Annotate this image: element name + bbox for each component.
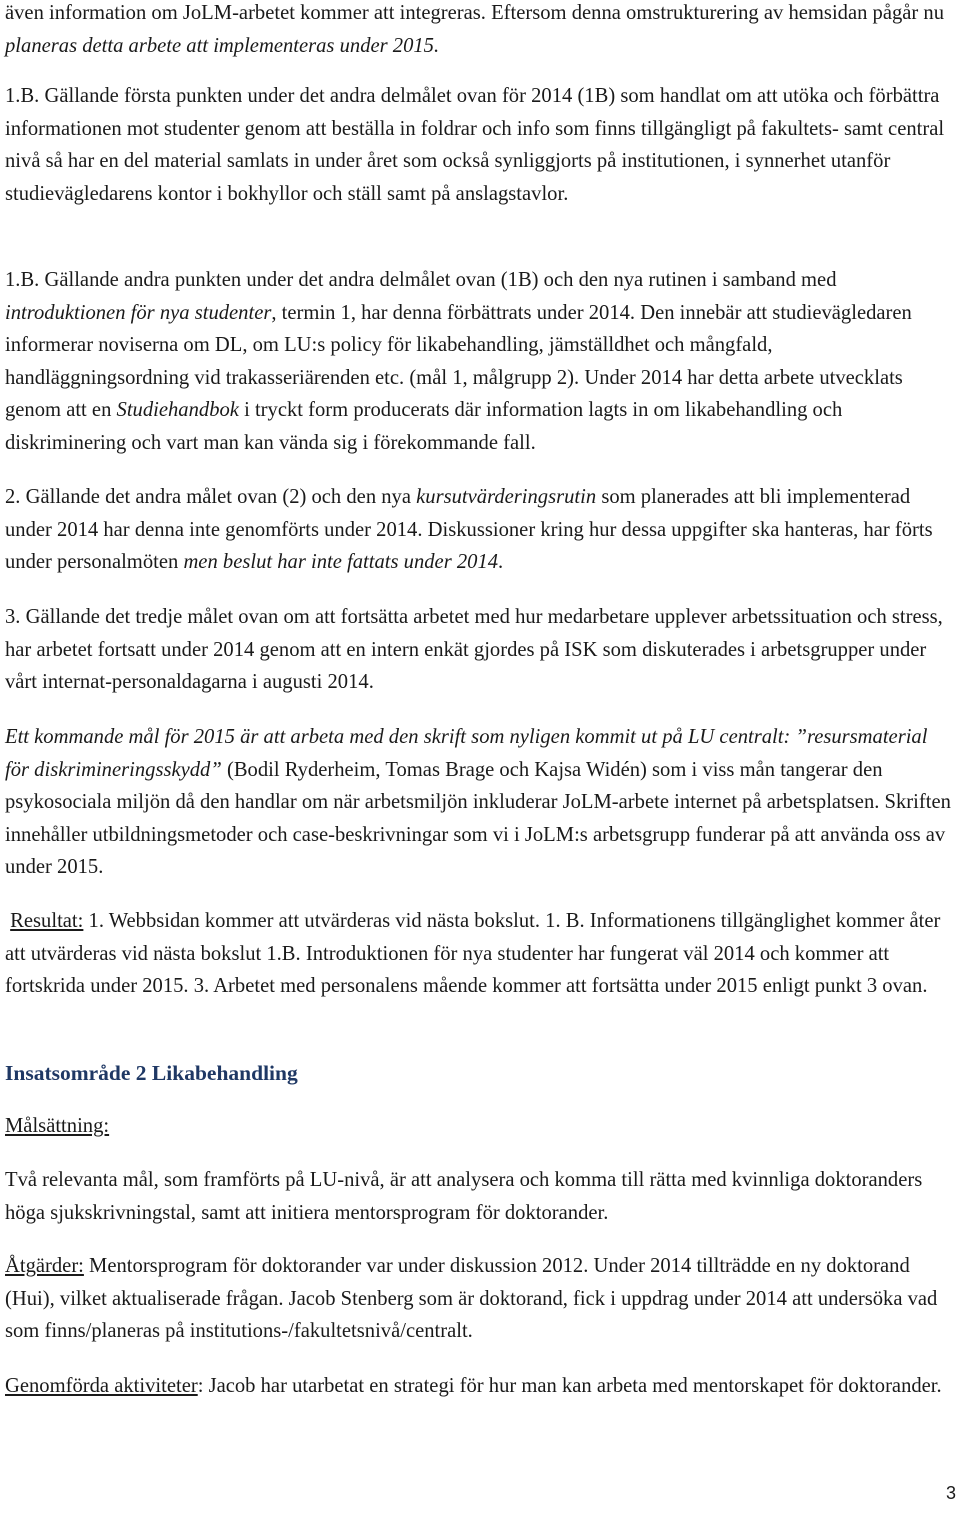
p3-italic-1: kursutvärderingsrutin <box>416 486 597 508</box>
p5-italic: Ett kommande mål för 2015 är att arbeta med den skrift som nyligen kommit ut på LU centralt: ”resursmaterial för diskrimineringsskydd” <box>5 726 928 781</box>
results-label: Resultat: <box>10 910 84 932</box>
page-number: 3 <box>945 1483 956 1503</box>
malsattning-label-line <box>5 1110 953 1143</box>
paragraph-results <box>5 905 953 1003</box>
paragraph-goals: Två relevanta mål, som framförts på LU-nivå, är att analysera och komma till rätta med kvinnliga doktoranders höga sjukskrivningstal, samt att initiera mentorsprogram för doktorander. <box>5 1169 923 1224</box>
section-heading: Insatsområde 2 Likabehandling <box>5 1061 298 1085</box>
paragraph-actions <box>5 1250 953 1348</box>
paragraph-intro-continued <box>5 0 953 62</box>
p2-text-3: i tryckt form producerats där information lagts in om likabehandling och diskriminering och vart man kan vända sig i förekommande fall. <box>5 399 843 454</box>
paragraph-activities <box>5 1370 953 1403</box>
p2-italic-1: introduktionen för nya studenter <box>5 301 272 324</box>
paragraph-1b-second <box>5 264 953 460</box>
paragraph-goal-3: 3. Gällande det tredje målet ovan om att fortsätta arbetet med hur medarbetare upplever arbetssituation och stress, har arbetet fortsatt under 2014 genom att en intern enkät gjordes på ISK som diskuterades i arbetsgrupper under vårt internat-personaldagarna i augusti 2014. <box>5 606 943 694</box>
p3-italic-2: men beslut har inte fattats under 2014 <box>183 551 499 574</box>
p3-text-1: 2. Gällande det andra målet ovan (2) och den nya <box>5 486 417 508</box>
paragraph-1b-first: 1.B. Gällande första punkten under det andra delmålet ovan för 2014 (1B) som handlat om att utöka och förbättra informationen mot studenter genom att beställa in foldrar och info som finns tillgängligt på fakultets- samt central nivå så har en del material samlats in under året som också synliggjorts på institutionen, i synnerhet utanför studievägledarens kontor i bokhyllor och ställ samt på anslagstavlor. <box>5 85 945 205</box>
malsattning-label: Målsättning: <box>5 1115 110 1137</box>
p2-text-2: , termin 1, har denna förbättrats under 2014. Den innebär att studievägledaren informerar noviserna om DL, om LU:s policy för likabehandling, jämställdhet och mångfald, handläggningsordning vid trakasseriärenden etc. (mål 1, målgrupp 2). Under 2014 har detta arbete utvecklats genom att en <box>5 301 912 422</box>
paragraph-goal-2 <box>5 481 953 579</box>
p2-italic-2: Studiehandbok <box>116 399 239 422</box>
intro-text: även information om JoLM-arbetet kommer att integreras. Eftersom denna omstrukturering av hemsidan pågår nu <box>5 2 945 24</box>
activities-text: : Jacob har utarbetat en strategi för hur man kan arbeta med mentorskapet för doktorander. <box>197 1375 942 1397</box>
p5-text: (Bodil Ryderheim, Tomas Brage och Kajsa Widén) som i viss mån tangerar den psykosociala miljön då den handlar om när arbetsmiljön inkluderar JoLM-arbete internet på arbetsplatsen. Skriften innehåller utbildningsmetoder och case-beskrivningar som vi i JoLM:s arbetsgrupp funderar på att använda oss av under 2015. <box>5 758 951 879</box>
p3-text-2: som planerades att bli implementerad under 2014 har denna inte genomförts under 2014. Diskussioner kring hur dessa uppgifter ska hanteras, har förts under personalmöten <box>5 486 933 574</box>
actions-text: Mentorsprogram för doktorander var under diskussion 2012. Under 2014 tillträdde en ny doktorand (Hui), vilket aktualiserade frågan. Jacob Stenberg som är doktorand, fick i uppdrag under 2014 att undersöka vad som finns/planeras på institutions-/fakultetsnivå/centralt. <box>5 1255 938 1343</box>
actions-label: Åtgärder: <box>5 1255 84 1277</box>
p2-text-1: 1.B. Gällande andra punkten under det andra delmålet ovan (1B) och den nya rutinen i samband med <box>5 269 837 291</box>
intro-italic-text: planeras detta arbete att implementeras under 2015. <box>5 34 440 57</box>
results-text: 1. Webbsidan kommer att utvärderas vid nästa bokslut. 1. B. Informationens tillgänglighet kommer åter att utvärderas vid nästa bokslut 1.B. Introduktionen för nya studenter har fungerat väl 2014 och kommer att fortskrida under 2015. 3. Arbetet med personalens mående kommer att fortsätta under 2015 enligt punkt 3 ovan. <box>5 910 941 998</box>
p3-text-3: . <box>498 551 504 574</box>
paragraph-future-goal <box>5 721 953 884</box>
activities-label: Genomförda aktiviteter <box>5 1375 198 1397</box>
